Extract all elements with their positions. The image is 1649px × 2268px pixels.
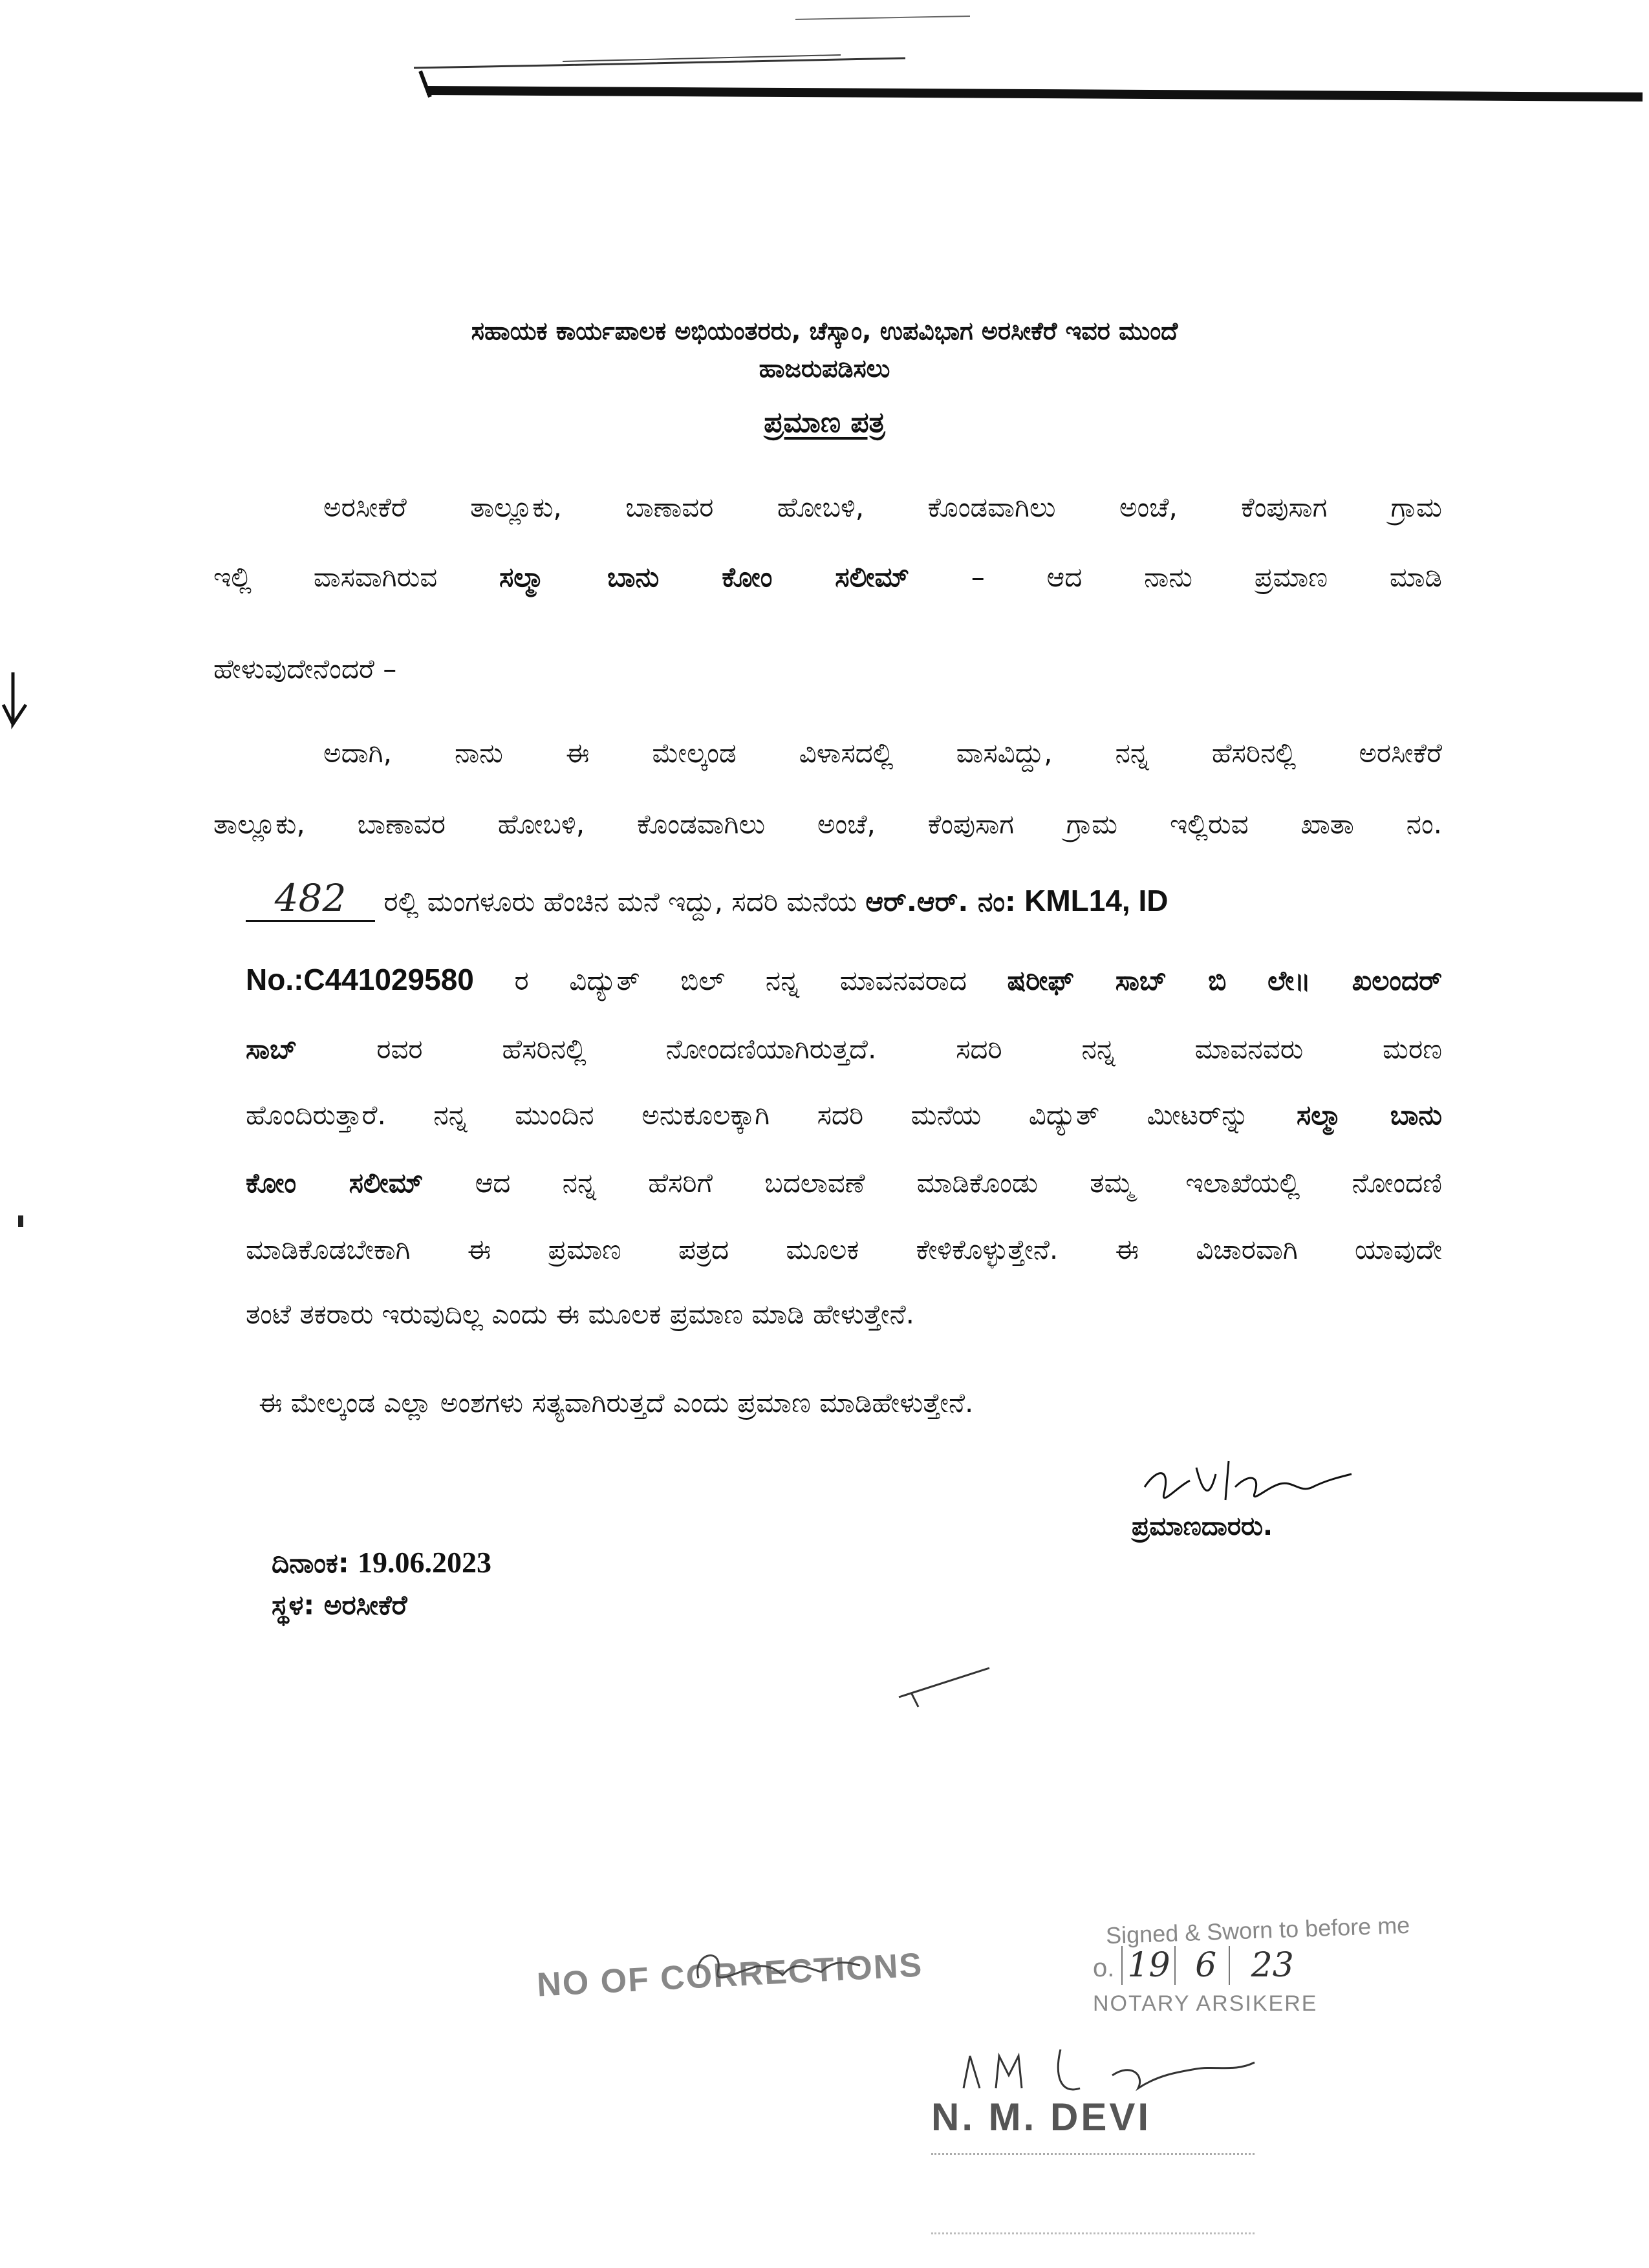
para2-line3-a: ರಲ್ಲಿ ಮಂಗಳೂರು ಹೆಂಚಿನ ಮನೆ ಇದ್ದು, ಸದರಿ ಮನೆಯ	[383, 886, 857, 917]
deponent-name: ಸಲ್ಮಾ ಬಾನು ಕೋಂ ಸಲೀಮ್	[499, 561, 910, 593]
para2-line7-a: ಆದ ನನ್ನ ಹೆಸರಿಗೆ ಬದಲಾವಣೆ ಮಾಡಿಕೊಂಡು ತಮ್ಮ ಇಲಾಖೆಯಲ್ಲಿ ನೋಂದಣಿ	[475, 1167, 1443, 1199]
father-in-law-name: ಷರೀಫ್ ಸಾಬ್ ಬಿ ಲೇ॥ ಖಲಂದರ್	[1007, 965, 1442, 996]
father-in-law-name-cont: ಸಾಬ್	[246, 1033, 297, 1065]
deponent-name-2-cont: ಕೋಂ ಸಲೀಮ್	[246, 1167, 424, 1199]
corrections-initials	[685, 1933, 879, 2004]
deponent-signature	[1132, 1448, 1364, 1519]
para1-line2	[213, 561, 1442, 594]
para2-line9: ತಂಟೆ ತಕರಾರು ಇರುವುದಿಲ್ಲ ಎಂದು ಈ ಮೂಲಕ ಪ್ರಮಾಣ ಮಾಡಿ ಹೇಳುತ್ತೇನೆ.	[246, 1298, 915, 1330]
document-title-text: ಪ್ರಮಾಣ ಪತ್ರ	[764, 406, 885, 439]
margin-arrow-mark	[0, 672, 39, 802]
pen-mark	[892, 1662, 996, 1713]
rr-number-label: ಆರ್.ಆರ್. ನಂ:	[865, 886, 1016, 917]
sworn-date-prefix: o.	[1093, 1954, 1115, 1982]
para1-line1: ಅರಸೀಕೆರೆ ತಾಲ್ಲೂಕು, ಬಾಣಾವರ ಹೋಬಳಿ, ಕೊಂಡವಾಗಿಲು ಅಂಚೆ, ಕೆಂಪುಸಾಗ ಗ್ರಾಮ	[323, 491, 1442, 523]
sworn-date-year: 23	[1251, 1946, 1294, 1985]
para2-line4	[246, 962, 1442, 997]
scan-edge-marks	[0, 0, 1649, 129]
para2-line5-a: ರವರ ಹೆಸರಿನಲ್ಲಿ ನೋಂದಣಿಯಾಗಿರುತ್ತದೆ. ಸದರಿ ನನ್ನ ಮಾವನವರು ಮರಣ	[376, 1033, 1442, 1065]
document-title	[0, 406, 1649, 439]
para2-line3	[246, 876, 1442, 922]
consumer-id: No.:C441029580	[246, 963, 474, 996]
para2-line7	[246, 1167, 1442, 1199]
sworn-date-box	[1093, 1946, 1308, 1985]
para2-line2: ತಾಲ್ಲೂಕು, ಬಾಣಾವರ ಹೋಬಳಿ, ಕೊಂಡವಾಗಿಲು ಅಂಚೆ, ಕೆಂಪುಸಾಗ ಗ್ರಾಮ ಇಲ್ಲಿರುವ ಖಾತಾ ನಂ.	[213, 808, 1442, 840]
para1-line3: ಹೇಳುವುದೇನೆಂದರೆ –	[213, 653, 397, 685]
sworn-date-day: 19	[1121, 1946, 1176, 1985]
sworn-date-month: 6	[1183, 1946, 1230, 1985]
margin-dot-mark	[18, 1215, 23, 1227]
deponent-name-2: ಸಲ್ಮಾ ಬಾನು	[1296, 1099, 1442, 1131]
place-value: ಅರಸೀಕೆರೆ	[323, 1589, 407, 1621]
para2-line5	[246, 1033, 1442, 1065]
date-value: 19.06.2023	[357, 1546, 491, 1579]
notary-name-stamp: N. M. DEVI	[931, 2095, 1152, 2139]
para2-line6-a: ಹೊಂದಿರುತ್ತಾರೆ. ನನ್ನ ಮುಂದಿನ ಅನುಕೂಲಕ್ಕಾಗಿ ಸದರಿ ಮನೆಯ ವಿದ್ಯುತ್ ಮೀಟರ್‌ನ್ನು	[246, 1099, 1249, 1131]
date-label: ದಿನಾಂಕ:	[272, 1547, 349, 1579]
place-row	[272, 1589, 407, 1621]
addressee-line-2: ಹಾಜರುಪಡಿಸಲು	[759, 354, 890, 383]
khata-number-handwritten: 482	[246, 876, 375, 922]
addressee-line: ಸಹಾಯಕ ಕಾರ್ಯಪಾಲಕ ಅಭಿಯಂತರರು, ಚೆಸ್ಕಾಂ, ಉಪವಿಭಾಗ ಅರಸೀಕೆರೆ ಇವರ ಮುಂದೆ	[471, 317, 1178, 345]
sworn-stamp-text: Signed & Sworn to before me	[1105, 1911, 1410, 1949]
para1-line2-b: – ಆದ ನಾನು ಪ್ರಮಾಣ ಮಾಡಿ	[971, 561, 1442, 593]
para3-line1: ಈ ಮೇಲ್ಕಂಡ ಎಲ್ಲಾ ಅಂಶಗಳು ಸತ್ಯವಾಗಿರುತ್ತದೆ ಎಂದು ಪ್ರಮಾಣ ಮಾಡಿಹೇಳುತ್ತೇನೆ.	[259, 1387, 974, 1418]
signatory-label: ಪ್ರಮಾಣದಾರರು.	[1132, 1512, 1273, 1541]
notary-place-stamp: NOTARY ARSIKERE	[1093, 1991, 1318, 2016]
date-row	[272, 1545, 491, 1579]
para1-line2-a: ಇಲ್ಲಿ ವಾಸವಾಗಿರುವ	[213, 561, 438, 593]
para2-line1: ಅದಾಗಿ, ನಾನು ಈ ಮೇಲ್ಕಂಡ ವಿಳಾಸದಲ್ಲಿ ವಾಸವಿದ್ದು, ನನ್ನ ಹೆಸರಿನಲ್ಲಿ ಅರಸೀಕೆರೆ	[323, 737, 1442, 769]
notary-seal-faded	[931, 2153, 1255, 2234]
place-label: ಸ್ಥಳ:	[272, 1589, 315, 1621]
para2-line6	[246, 1099, 1442, 1131]
para2-line4-a: ರ ವಿದ್ಯುತ್ ಬಿಲ್ ನನ್ನ ಮಾವನವರಾದ	[514, 965, 967, 996]
corrections-stamp: NO OF CORRECTIONS	[535, 1946, 924, 2004]
rr-number-value: KML14, ID	[1024, 884, 1169, 917]
para2-line8: ಮಾಡಿಕೊಡಬೇಕಾಗಿ ಈ ಪ್ರಮಾಣ ಪತ್ರದ ಮೂಲಕ ಕೇಳಿಕೊಳ್ಳುತ್ತೇನೆ. ಈ ವಿಚಾರವಾಗಿ ಯಾವುದೇ	[246, 1234, 1442, 1265]
